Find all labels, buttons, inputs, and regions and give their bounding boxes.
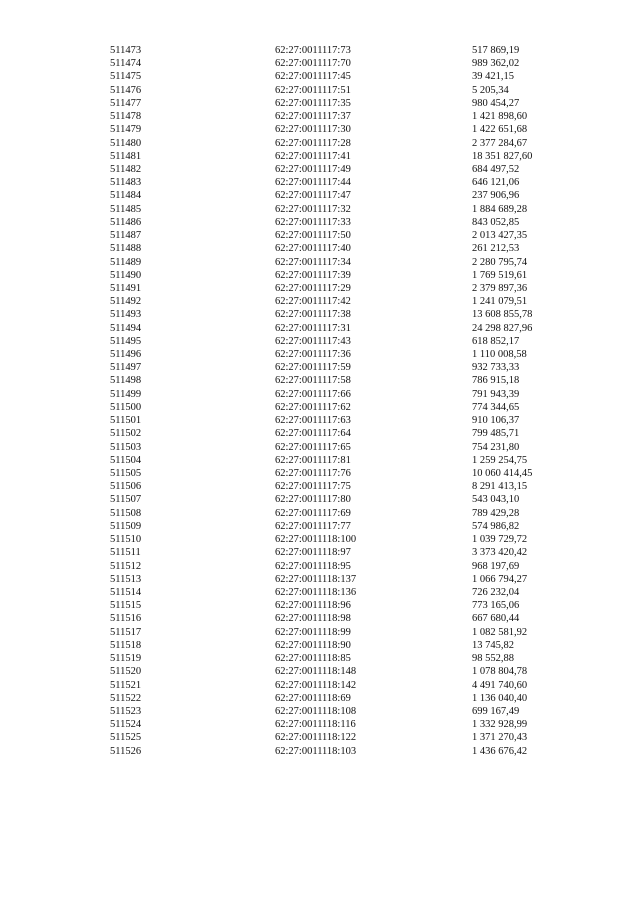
table-row — [110, 163, 560, 176]
cadastral-value: 39 421,15 — [472, 71, 514, 83]
table-row — [110, 639, 560, 652]
row-number: 511479 — [110, 124, 142, 136]
cadastral-number: 62:27:0011118:116 — [275, 719, 356, 731]
cadastral-number: 62:27:0011117:62 — [275, 401, 351, 413]
row-number: 511507 — [110, 494, 142, 506]
cadastral-value: 799 485,71 — [472, 428, 520, 440]
cadastral-number: 62:27:0011118:98 — [275, 613, 351, 625]
cadastral-value: 789 429,28 — [472, 507, 520, 519]
table-row — [110, 745, 560, 758]
cadastral-number: 62:27:0011117:43 — [275, 335, 351, 347]
row-number: 511513 — [110, 573, 142, 585]
table-row — [110, 242, 560, 255]
row-number: 511499 — [110, 388, 142, 400]
row-number: 511517 — [110, 626, 142, 638]
row-number: 511512 — [110, 560, 142, 572]
cadastral-value: 18 351 827,60 — [472, 150, 533, 162]
row-number: 511474 — [110, 58, 142, 70]
table-row — [110, 586, 560, 599]
cadastral-value: 989 362,02 — [472, 58, 520, 70]
cadastral-number: 62:27:0011117:63 — [275, 415, 351, 427]
cadastral-number: 62:27:0011117:37 — [275, 111, 351, 123]
row-number: 511493 — [110, 309, 142, 321]
cadastral-number: 62:27:0011117:51 — [275, 84, 351, 96]
row-number: 511518 — [110, 639, 142, 651]
cadastral-value: 13 745,82 — [472, 639, 514, 651]
row-number: 511500 — [110, 401, 142, 413]
table-row — [110, 427, 560, 440]
row-number: 511490 — [110, 269, 142, 281]
row-number: 511502 — [110, 428, 142, 440]
cadastral-value: 1 769 519,61 — [472, 269, 528, 281]
row-number: 511515 — [110, 600, 142, 612]
cadastral-value: 726 232,04 — [472, 586, 520, 598]
cadastral-number: 62:27:0011117:45 — [275, 71, 351, 83]
row-number: 511484 — [110, 190, 142, 202]
row-number: 511489 — [110, 256, 142, 268]
row-number: 511511 — [110, 547, 141, 559]
cadastral-value: 5 205,34 — [472, 84, 509, 96]
cadastral-value: 1 082 581,92 — [472, 626, 528, 638]
table-row — [110, 718, 560, 731]
table-row — [110, 401, 560, 414]
cadastral-number: 62:27:0011118:96 — [275, 600, 351, 612]
row-number: 511501 — [110, 415, 142, 427]
table-row — [110, 560, 560, 573]
table-row — [110, 189, 560, 202]
row-number: 511509 — [110, 520, 142, 532]
row-number: 511519 — [110, 653, 142, 665]
row-number: 511510 — [110, 534, 142, 546]
cadastral-number: 62:27:0011118:108 — [275, 705, 357, 717]
table-row — [110, 480, 560, 493]
table-row — [110, 150, 560, 163]
cadastral-number: 62:27:0011117:80 — [275, 494, 351, 506]
row-number: 511494 — [110, 322, 142, 334]
table-row — [110, 269, 560, 282]
row-number: 511476 — [110, 84, 142, 96]
cadastral-number: 62:27:0011117:65 — [275, 441, 351, 453]
cadastral-number: 62:27:0011117:81 — [275, 454, 351, 466]
cadastral-number: 62:27:0011117:39 — [275, 269, 351, 281]
cadastral-value: 2 379 897,36 — [472, 282, 528, 294]
row-number: 511508 — [110, 507, 142, 519]
cadastral-number: 62:27:0011118:69 — [275, 692, 351, 704]
cadastral-number: 62:27:0011117:47 — [275, 190, 351, 202]
cadastral-number: 62:27:0011117:38 — [275, 309, 351, 321]
row-number: 511481 — [110, 150, 142, 162]
row-number: 511525 — [110, 732, 142, 744]
cadastral-number: 62:27:0011117:75 — [275, 481, 351, 493]
table-row — [110, 110, 560, 123]
cadastral-number: 62:27:0011117:49 — [275, 163, 351, 175]
cadastral-number: 62:27:0011117:50 — [275, 230, 351, 242]
row-number: 511497 — [110, 362, 142, 374]
row-number: 511505 — [110, 468, 142, 479]
table-row — [110, 573, 560, 586]
cadastral-number: 62:27:0011117:33 — [275, 216, 351, 228]
cadastral-number: 62:27:0011117:32 — [275, 203, 351, 215]
cadastral-value: 1 371 270,43 — [472, 732, 528, 744]
cadastral-value: 1 078 804,78 — [472, 666, 528, 678]
cadastral-value: 754 231,80 — [472, 441, 520, 453]
cadastral-value: 1 332 928,99 — [472, 719, 528, 731]
cadastral-number: 62:27:0011117:44 — [275, 177, 351, 189]
table-row — [110, 97, 560, 110]
cadastral-number: 62:27:0011117:42 — [275, 296, 351, 308]
row-number: 511485 — [110, 203, 142, 215]
row-number: 511524 — [110, 719, 142, 731]
cadastral-value: 684 497,52 — [472, 163, 520, 175]
row-number: 511492 — [110, 296, 142, 308]
table-row — [110, 282, 560, 295]
table-row — [110, 335, 560, 348]
table-row — [110, 123, 560, 136]
table-row — [110, 454, 560, 467]
table-row — [110, 256, 560, 269]
row-number: 511480 — [110, 137, 142, 149]
cadastral-value: 517 869,19 — [472, 45, 520, 56]
table-row — [110, 467, 560, 480]
cadastral-number: 62:27:0011118:148 — [275, 666, 357, 678]
cadastral-value: 773 165,06 — [472, 600, 520, 612]
cadastral-number: 62:27:0011118:136 — [275, 586, 357, 598]
table-row — [110, 626, 560, 639]
cadastral-value: 574 986,82 — [472, 520, 520, 532]
cadastral-value: 932 733,33 — [472, 362, 520, 374]
table-row — [110, 414, 560, 427]
cadastral-value: 13 608 855,78 — [472, 309, 533, 321]
cadastral-number: 62:27:0011118:85 — [275, 653, 351, 665]
table-row — [110, 84, 560, 97]
table-row — [110, 229, 560, 242]
cadastral-number: 62:27:0011117:69 — [275, 507, 351, 519]
cadastral-number: 62:27:0011117:31 — [275, 322, 351, 334]
cadastral-value: 646 121,06 — [472, 177, 520, 189]
cadastral-value: 1 421 898,60 — [472, 111, 528, 123]
cadastral-value: 98 552,88 — [472, 653, 514, 665]
row-number: 511520 — [110, 666, 142, 678]
table-row — [110, 692, 560, 705]
cadastral-value: 1 259 254,75 — [472, 454, 528, 466]
cadastral-value: 667 680,44 — [472, 613, 520, 625]
cadastral-number: 62:27:0011118:122 — [275, 732, 357, 744]
cadastral-number: 62:27:0011118:142 — [275, 679, 357, 691]
cadastral-value: 1 066 794,27 — [472, 573, 528, 585]
row-number: 511516 — [110, 613, 142, 625]
table-row — [110, 361, 560, 374]
cadastral-value: 1 110 008,58 — [472, 349, 527, 361]
cadastral-value: 261 212,53 — [472, 243, 520, 255]
row-number: 511491 — [110, 282, 142, 294]
cadastral-value: 843 052,85 — [472, 216, 520, 228]
table-row — [110, 533, 560, 546]
row-number: 511496 — [110, 349, 142, 361]
cadastral-value: 1 436 676,42 — [472, 745, 528, 757]
cadastral-value: 786 915,18 — [472, 375, 520, 387]
table-row — [110, 216, 560, 229]
table-row — [110, 493, 560, 506]
cadastral-number: 62:27:0011118:90 — [275, 639, 351, 651]
table-row — [110, 546, 560, 559]
row-number: 511487 — [110, 230, 142, 242]
row-number: 511478 — [110, 111, 142, 123]
cadastral-number: 62:27:0011117:40 — [275, 243, 351, 255]
cadastral-value: 699 167,49 — [472, 705, 520, 717]
cadastral-value: 1 136 040,40 — [472, 692, 528, 704]
table-row — [110, 520, 560, 533]
cadastral-number: 62:27:0011117:76 — [275, 468, 351, 479]
table-row — [110, 388, 560, 401]
cadastral-value: 3 373 420,42 — [472, 547, 528, 559]
table-row — [110, 665, 560, 678]
cadastral-value: 10 060 414,45 — [472, 468, 533, 479]
cadastral-value: 543 043,10 — [472, 494, 520, 506]
cadastral-value: 1 241 079,51 — [472, 296, 528, 308]
cadastral-value: 2 280 795,74 — [472, 256, 528, 268]
table-row — [110, 322, 560, 335]
table-row — [110, 348, 560, 361]
cadastral-value: 618 852,17 — [472, 335, 520, 347]
row-number: 511498 — [110, 375, 142, 387]
cadastral-value: 237 906,96 — [472, 190, 520, 202]
row-number: 511475 — [110, 71, 142, 83]
cadastral-value: 2 013 427,35 — [472, 230, 528, 242]
cadastral-value: 791 943,39 — [472, 388, 520, 400]
table-row — [110, 44, 560, 57]
row-number: 511477 — [110, 97, 142, 109]
table-row — [110, 176, 560, 189]
row-number: 511521 — [110, 679, 142, 691]
table-row — [110, 705, 560, 718]
cadastral-number: 62:27:0011118:95 — [275, 560, 351, 572]
table-row — [110, 599, 560, 612]
row-number: 511523 — [110, 705, 142, 717]
table-row — [110, 203, 560, 216]
row-number: 511486 — [110, 216, 142, 228]
cadastral-number: 62:27:0011117:59 — [275, 362, 351, 374]
row-number: 511482 — [110, 163, 142, 175]
cadastral-number: 62:27:0011118:103 — [275, 745, 357, 757]
row-number: 511473 — [110, 45, 142, 56]
row-number: 511514 — [110, 586, 142, 598]
cadastral-value: 968 197,69 — [472, 560, 520, 572]
cadastral-number: 62:27:0011117:28 — [275, 137, 351, 149]
cadastral-number: 62:27:0011117:64 — [275, 428, 351, 440]
cadastral-value: 4 491 740,60 — [472, 679, 528, 691]
cadastral-number: 62:27:0011117:36 — [275, 349, 351, 361]
cadastral-number: 62:27:0011117:41 — [275, 150, 351, 162]
table-row — [110, 441, 560, 454]
row-number: 511526 — [110, 745, 142, 757]
row-number: 511483 — [110, 177, 142, 189]
cadastral-number: 62:27:0011117:35 — [275, 97, 351, 109]
cadastral-number: 62:27:0011117:77 — [275, 520, 351, 532]
cadastral-number: 62:27:0011117:66 — [275, 388, 351, 400]
cadastral-number: 62:27:0011117:30 — [275, 124, 351, 136]
cadastral-number: 62:27:0011117:58 — [275, 375, 351, 387]
table-row — [110, 57, 560, 70]
row-number: 511495 — [110, 335, 142, 347]
cadastral-value: 2 377 284,67 — [472, 137, 528, 149]
cadastral-value-table — [110, 44, 560, 758]
cadastral-value: 24 298 827,96 — [472, 322, 533, 334]
table-row — [110, 70, 560, 83]
cadastral-number: 62:27:0011117:29 — [275, 282, 351, 294]
cadastral-value: 980 454,27 — [472, 97, 520, 109]
cadastral-value: 910 106,37 — [472, 415, 520, 427]
row-number: 511503 — [110, 441, 142, 453]
row-number: 511488 — [110, 243, 142, 255]
row-number: 511522 — [110, 692, 142, 704]
cadastral-number: 62:27:0011117:70 — [275, 58, 351, 70]
row-number: 511506 — [110, 481, 142, 493]
table-row — [110, 652, 560, 665]
cadastral-number: 62:27:0011118:97 — [275, 547, 351, 559]
cadastral-number: 62:27:0011118:99 — [275, 626, 351, 638]
cadastral-number: 62:27:0011117:34 — [275, 256, 351, 268]
table-row — [110, 295, 560, 308]
table-row — [110, 308, 560, 321]
table-row — [110, 612, 560, 625]
table-row — [110, 137, 560, 150]
row-number: 511504 — [110, 454, 142, 466]
table-row — [110, 507, 560, 520]
cadastral-value: 8 291 413,15 — [472, 481, 528, 493]
cadastral-number: 62:27:0011118:100 — [275, 534, 357, 546]
cadastral-value: 1 884 689,28 — [472, 203, 528, 215]
cadastral-value: 1 039 729,72 — [472, 534, 528, 546]
cadastral-value: 1 422 651,68 — [472, 124, 528, 136]
cadastral-number: 62:27:0011117:73 — [275, 45, 351, 56]
table-row — [110, 374, 560, 387]
cadastral-value: 774 344,65 — [472, 401, 520, 413]
table-row — [110, 731, 560, 744]
table-row — [110, 679, 560, 692]
cadastral-number: 62:27:0011118:137 — [275, 573, 357, 585]
